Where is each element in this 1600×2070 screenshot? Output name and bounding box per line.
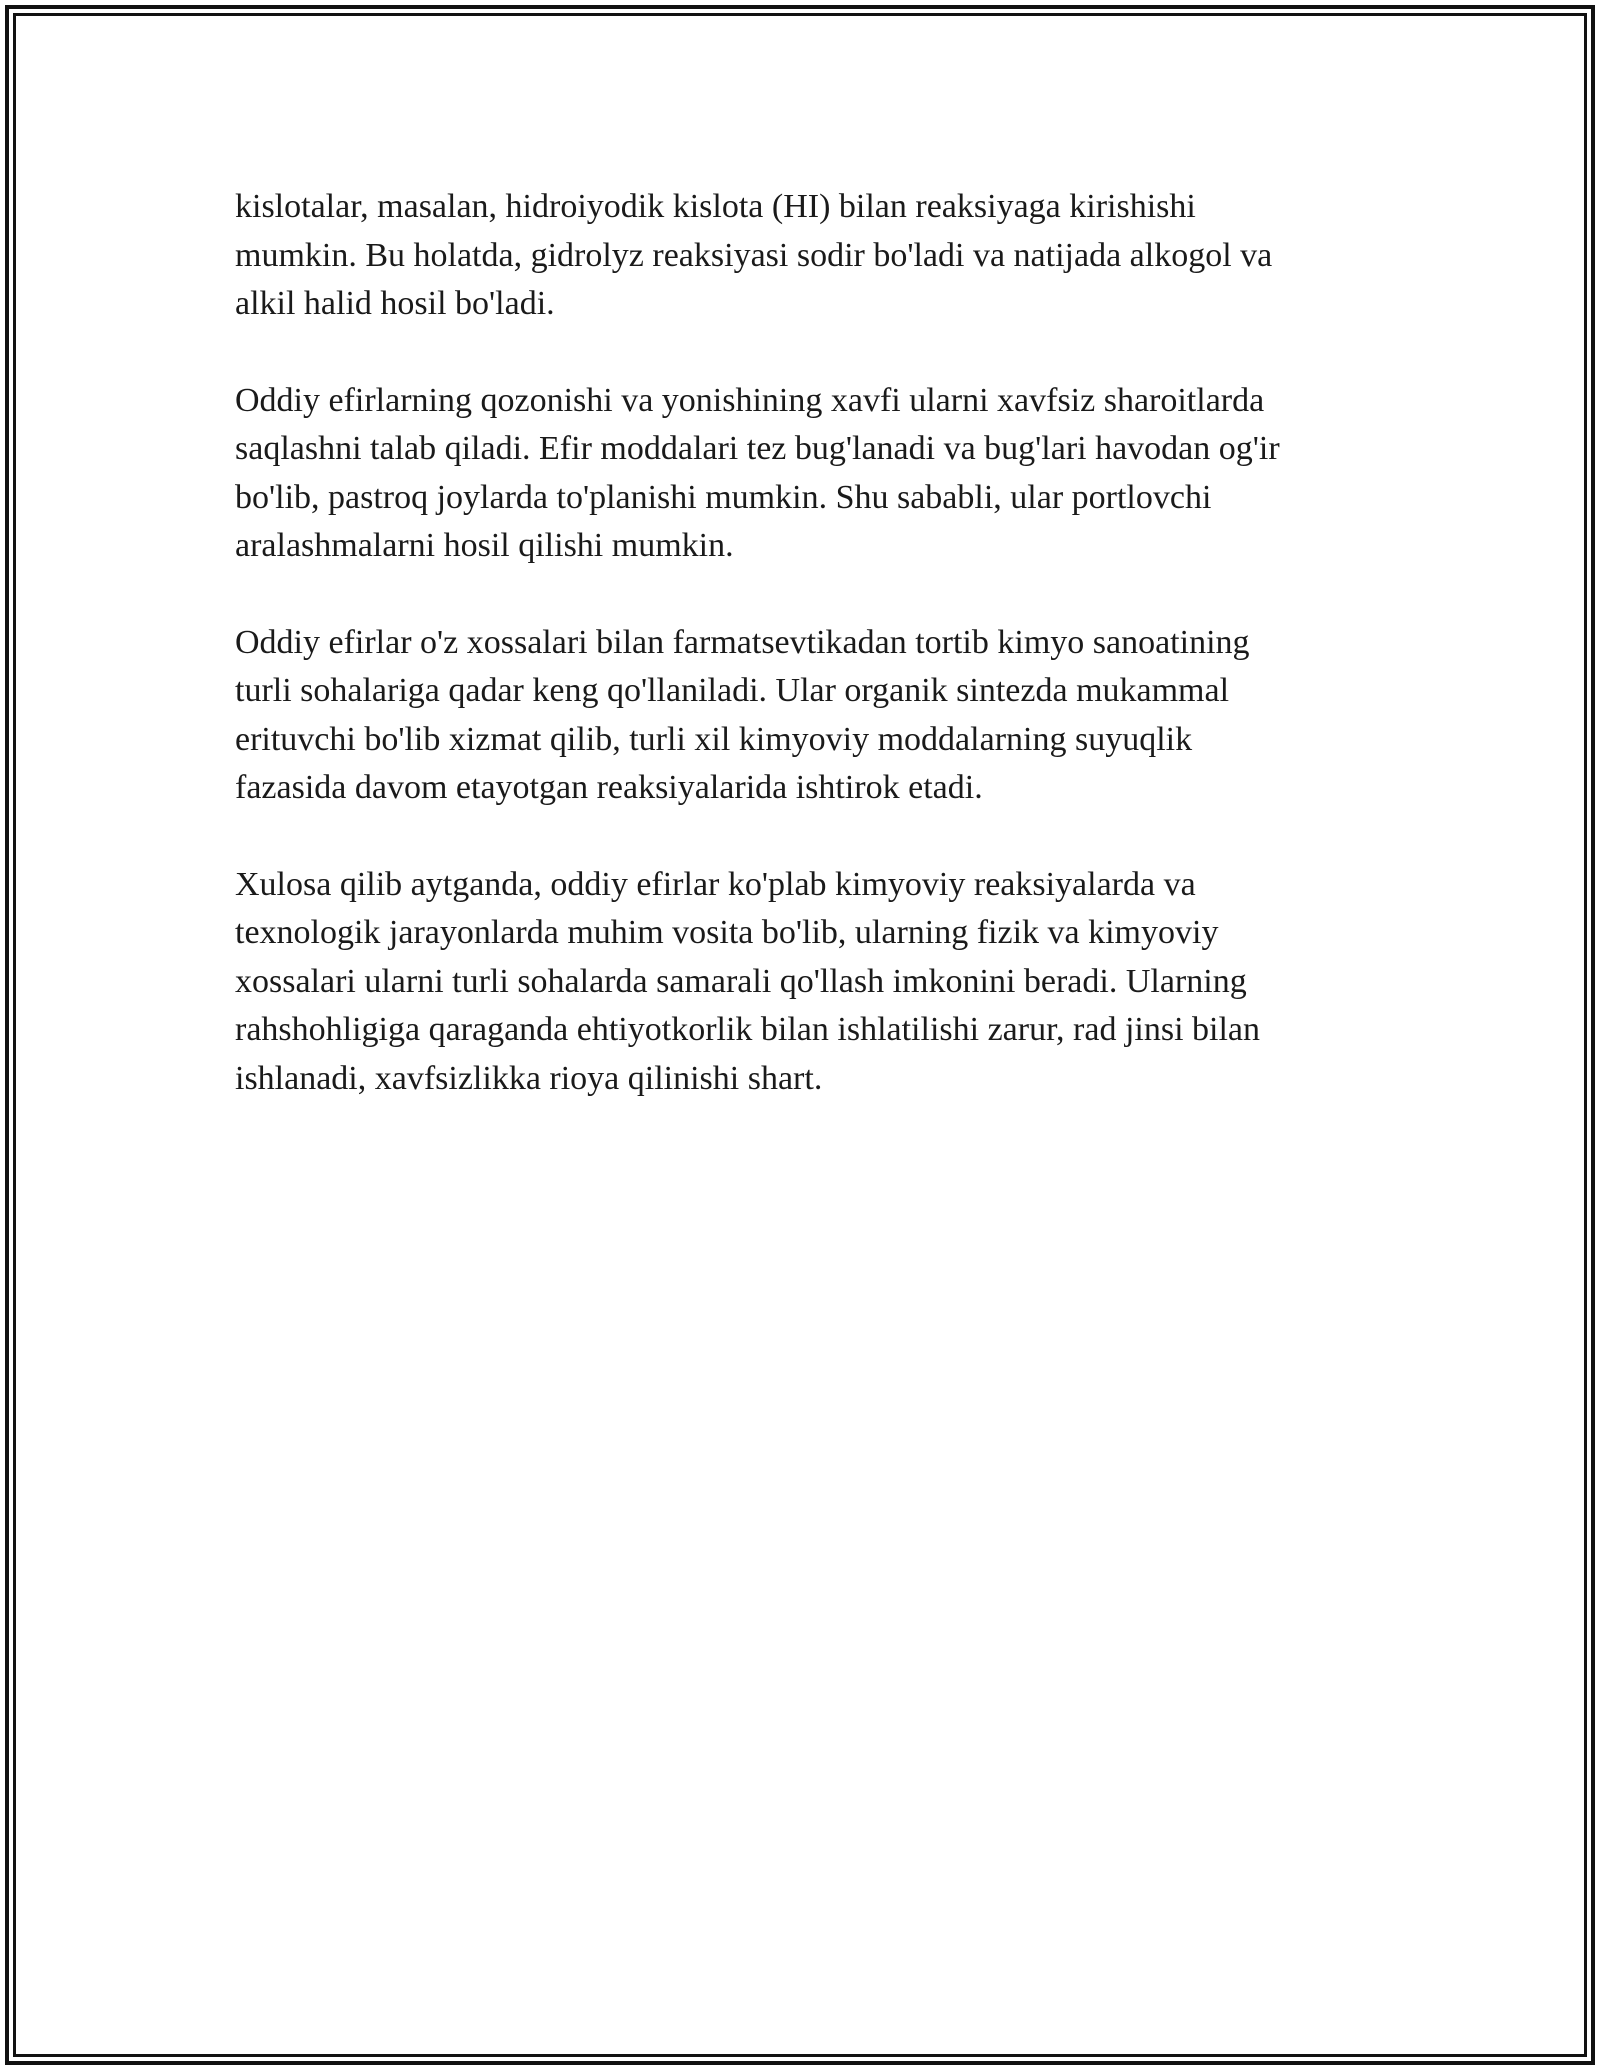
paragraph-4: Xulosa qilib aytganda, oddiy efirlar ko'plab kimyoviy reaksiyalarda va texnologik jarayonlarda muhim vosita bo'lib, ularning fizik va kimyoviy xossalari ularni turli sohalarda samarali qo'llash imkonini beradi. Ularning rahshohligiga qaraganda ehtiyotkorlik bilan ishlatilishi zarur, rad jinsi bilan ishlanadi, xavfsizlikka rioya qilinishi shart. [235,865,1260,1097]
paragraph-3: Oddiy efirlar o'z xossalari bilan farmatsevtikadan tortib kimyo sanoatining turli sohalariga qadar keng qo'llaniladi. Ular organik sintezda mukammal erituvchi bo'lib xizmat qilib, turli xil kimyoviy moddalarning suyuqlik fazasida davom etayotgan reaksiyalarida ishtirok etadi. [235,623,1250,806]
paragraph-2: Oddiy efirlarning qozonishi va yonishining xavfi ularni xavfsiz sharoitlarda saqlashni talab qiladi. Efir moddalari tez bug'lanadi va bug'lari havodan og'ir bo'lib, pastroq joylarda to'planishi mumkin. Shu sababli, ular portlovchi aralashmalarni hosil qilishi mumkin. [235,381,1280,564]
paragraph-1: kislotalar, masalan, hidroiyodik kislota (HI) bilan reaksiyaga kirishishi mumkin. Bu holatda, gidrolyz reaksiyasi sodir bo'ladi va natijada alkogol va alkil halid hosil bo'ladi. [235,188,1273,322]
document-body [235,183,1385,1151]
